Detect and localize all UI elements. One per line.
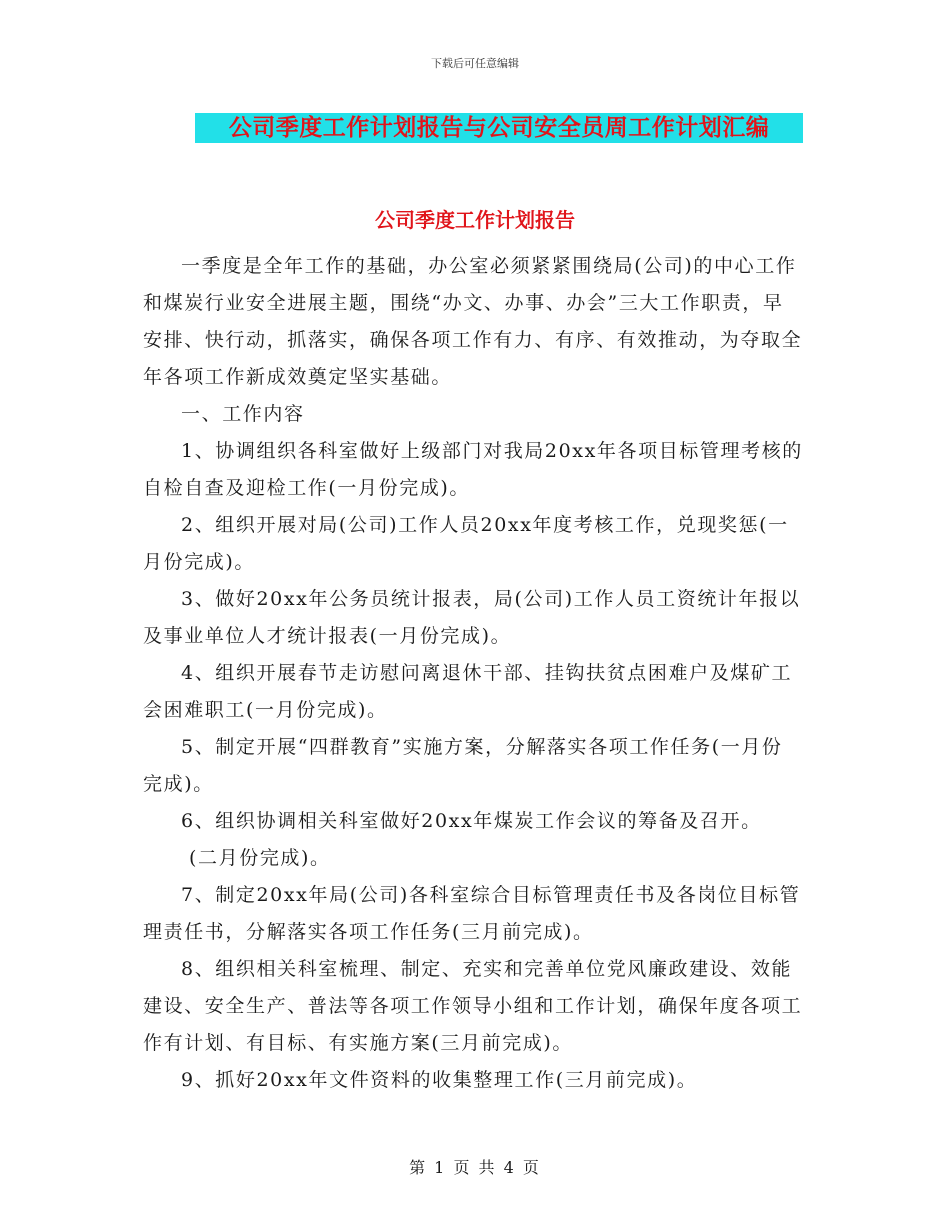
paragraph: 7、制定20xx年局(公司)各科室综合目标管理责任书及各岗位目标管理责任书，分解落实各项工作任务(三月前完成)。 [143,884,801,943]
header-note: 下载后可任意编辑 [431,57,519,70]
paragraph: 3、做好20xx年公务员统计报表，局(公司)工作人员工资统计年报以及事业单位人才统计报表(一月份完成)。 [143,588,801,647]
paragraph: 一、工作内容 [181,403,305,425]
document-title: 公司季度工作计划报告与公司安全员周工作计划汇编 [228,115,770,141]
paragraph: 一季度是全年工作的基础，办公室必须紧紧围绕局(公司)的中心工作和煤炭行业安全进展主题，围绕“办文、办事、办会”三大工作职责，早安排、快行动，抓落实，确保各项工作有力、有序、有效推动，为夺取全年各项工作新成效奠定坚实基础。 [143,255,803,388]
page-number: 第 1 页 共 4 页 [409,1158,541,1177]
document-body [143,248,803,1099]
paragraph: 6、组织协调相关科室做好20xx年煤炭工作会议的筹备及召开。 [181,810,762,832]
paragraph: 4、组织开展春节走访慰问离退休干部、挂钩扶贫点困难户及煤矿工会困难职工(一月份完成)。 [143,662,793,721]
paragraph: 1、协调组织各科室做好上级部门对我局20xx年各项目标管理考核的自检自查及迎检工作(一月份完成)。 [143,440,803,499]
section-title: 公司季度工作计划报告 [375,208,575,232]
paragraph: (二月份完成)。 [189,847,331,869]
paragraph: 2、组织开展对局(公司)工作人员20xx年度考核工作，兑现奖惩(一月份完成)。 [143,514,789,573]
paragraph: 9、抓好20xx年文件资料的收集整理工作(三月前完成)。 [181,1069,698,1091]
paragraph: 8、组织相关科室梳理、制定、充实和完善单位党风廉政建设、效能建设、安全生产、普法等各项工作领导小组和工作计划，确保年度各项工作有计划、有目标、有实施方案(三月前完成)。 [143,958,803,1054]
paragraph: 5、制定开展“四群教育”实施方案，分解落实各项工作任务(一月份完成)。 [143,736,783,795]
